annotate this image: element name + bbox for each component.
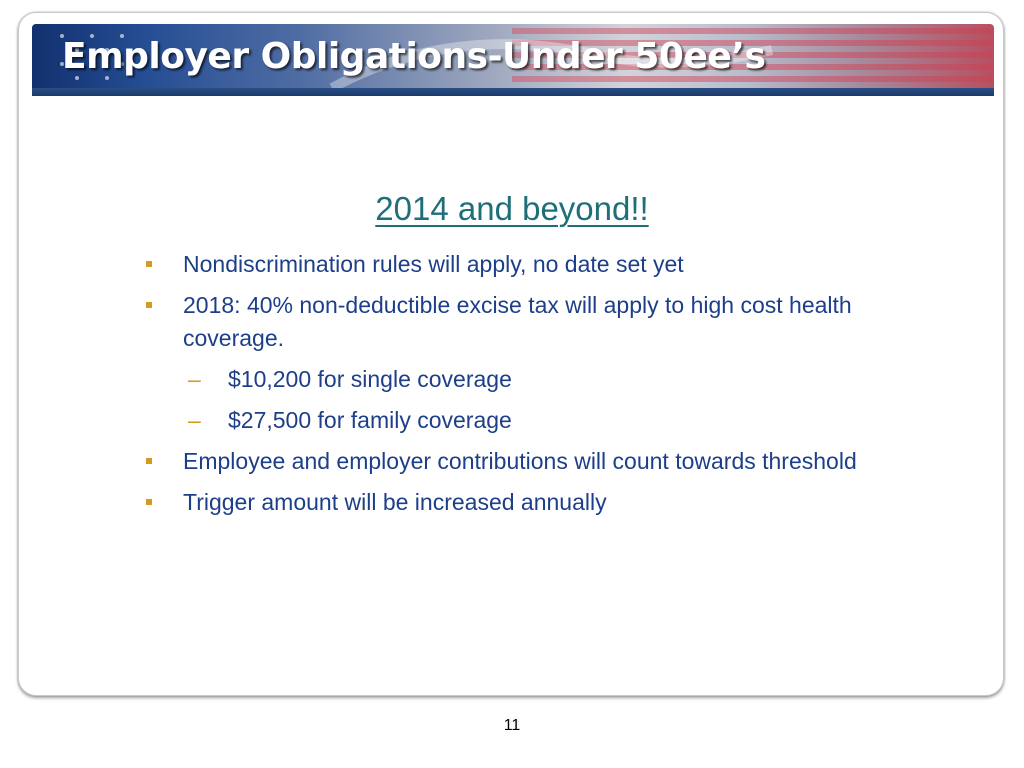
bullet-item <box>146 445 956 478</box>
sub-bullet-item <box>146 404 956 437</box>
section-subheading: 2014 and beyond!! <box>375 190 649 227</box>
header-divider <box>32 88 994 96</box>
square-bullet-icon <box>146 302 152 308</box>
bullet-list <box>146 248 956 527</box>
slide-title: Employer Obligations-Under 50ee’s <box>62 36 766 77</box>
bullet-item <box>146 289 956 355</box>
bullet-text: 2018: 40% non-deductible excise tax will apply to high cost health coverage. <box>183 292 852 351</box>
page-number: 11 <box>503 717 521 734</box>
square-bullet-icon <box>146 458 152 464</box>
sub-bullet-text: $27,500 for family coverage <box>228 407 512 433</box>
dash-bullet-icon: – <box>188 407 201 433</box>
bullet-item <box>146 486 956 519</box>
bullet-item <box>146 248 956 281</box>
square-bullet-icon <box>146 499 152 505</box>
sub-bullet-text: $10,200 for single coverage <box>228 366 512 392</box>
bullet-text: Trigger amount will be increased annually <box>183 489 607 515</box>
bullet-text: Nondiscrimination rules will apply, no date set yet <box>183 251 684 277</box>
sub-bullet-item <box>146 363 956 396</box>
square-bullet-icon <box>146 261 152 267</box>
dash-bullet-icon: – <box>188 366 201 392</box>
bullet-text: Employee and employer contributions will count towards threshold <box>183 448 857 474</box>
